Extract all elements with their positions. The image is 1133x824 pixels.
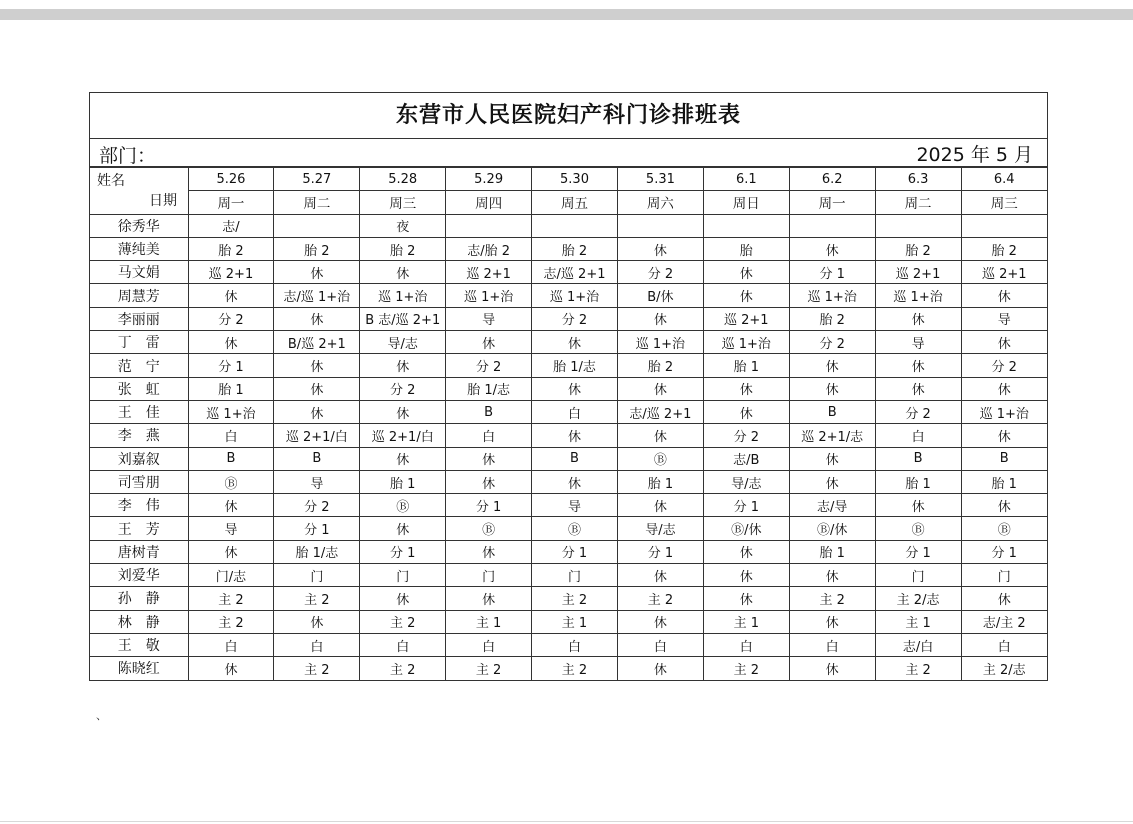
weekday-header-cell: 周五 [532,191,618,214]
shift-cell: 胎 1/志 [446,377,532,400]
shift-cell: B [188,447,274,470]
shift-cell: 主 2 [617,587,703,610]
shift-cell: 休 [703,284,789,307]
shift-cell: 休 [703,587,789,610]
staff-name-cell: 唐树青 [90,540,188,563]
shift-cell: 主 2 [532,657,618,680]
shift-cell: 巡 2+1 [961,261,1047,284]
weekday-header-cell: 周日 [703,191,789,214]
shift-cell: 胎 1 [961,470,1047,493]
shift-cell: 巡 2+1/白 [360,424,446,447]
shift-cell: 主 2/志 [875,587,961,610]
shift-cell: 休 [617,424,703,447]
table-row [90,657,1047,680]
shift-cell: 胎 2 [532,237,618,260]
weekday-header-cell: 周三 [961,191,1047,214]
shift-cell: Ⓑ [360,494,446,517]
table-row [90,214,1047,237]
shift-cell: 白 [360,633,446,656]
shift-cell: 休 [789,564,875,587]
shift-cell: 胎 2 [875,237,961,260]
shift-cell: 分 2 [617,261,703,284]
table-row [90,261,1047,284]
staff-name-cell: 刘嘉叙 [90,447,188,470]
shift-cell: 休 [446,587,532,610]
shift-cell: 休 [875,307,961,330]
shift-cell: 休 [789,354,875,377]
shift-cell: 休 [360,261,446,284]
shift-cell: 主 2 [188,587,274,610]
shift-cell: 休 [703,540,789,563]
shift-cell: 门 [360,564,446,587]
shift-cell: 休 [188,657,274,680]
shift-cell: 休 [617,237,703,260]
shift-cell: Ⓑ [961,517,1047,540]
top-scroll-bar [0,9,1133,20]
table-row [90,377,1047,400]
shift-cell: 主 2 [274,657,360,680]
shift-cell: B 志/巡 2+1 [360,307,446,330]
shift-cell [617,214,703,237]
shift-cell: 休 [274,400,360,423]
shift-cell: 胎 1 [789,540,875,563]
shift-cell: 胎 2 [188,237,274,260]
date-header-cell: 5.26 [188,168,274,191]
staff-name-cell: 张 虹 [90,377,188,400]
shift-cell: 志/导 [789,494,875,517]
shift-cell: 分 1 [532,540,618,563]
shift-cell: 胎 2 [789,307,875,330]
shift-cell: 分 1 [961,540,1047,563]
shift-cell: 休 [360,517,446,540]
shift-cell: 门 [446,564,532,587]
shift-cell: 休 [360,354,446,377]
table-row [90,587,1047,610]
shift-cell: 志/白 [875,633,961,656]
shift-cell: 巡 2+1 [446,261,532,284]
staff-name-cell: 王 佳 [90,400,188,423]
table-row [90,610,1047,633]
shift-cell: 志/B [703,447,789,470]
date-header-cell: 6.1 [703,168,789,191]
shift-cell: 分 1 [703,494,789,517]
shift-cell: 导/志 [703,470,789,493]
date-header-cell: 5.28 [360,168,446,191]
staff-name-cell: 刘爱华 [90,564,188,587]
shift-cell: 志/巡 2+1 [532,261,618,284]
weekday-header-cell: 周一 [188,191,274,214]
shift-cell: 志/主 2 [961,610,1047,633]
shift-cell: 休 [532,331,618,354]
date-header-cell: 5.27 [274,168,360,191]
staff-name-cell: 范 宁 [90,354,188,377]
shift-cell: 胎 2 [617,354,703,377]
shift-cell: 休 [789,657,875,680]
table-row [90,564,1047,587]
shift-cell: 导 [875,331,961,354]
shift-cell: 白 [274,633,360,656]
weekday-header-cell: 周四 [446,191,532,214]
shift-cell: 主 2/志 [961,657,1047,680]
shift-cell: 胎 1 [617,470,703,493]
month-label: 2025 年 5 月 [916,144,1033,166]
shift-cell: Ⓑ [532,517,618,540]
shift-cell: 休 [360,400,446,423]
table-row [90,400,1047,423]
shift-cell: 休 [703,564,789,587]
shift-cell: 休 [617,610,703,633]
shift-cell: 休 [274,307,360,330]
staff-name-cell: 李丽丽 [90,307,188,330]
date-header-cell: 5.31 [617,168,703,191]
shift-cell: 休 [703,261,789,284]
staff-name-cell: 丁 雷 [90,331,188,354]
shift-cell: 主 2 [789,587,875,610]
shift-cell: 导 [188,517,274,540]
shift-cell: 胎 1/志 [274,540,360,563]
shift-cell: 胎 1 [188,377,274,400]
shift-cell: 分 1 [274,517,360,540]
shift-cell: 休 [875,354,961,377]
shift-cell: 白 [446,424,532,447]
shift-cell: 巡 2+1/白 [274,424,360,447]
shift-cell [274,214,360,237]
shift-cell: 休 [961,424,1047,447]
shift-cell: 休 [360,587,446,610]
shift-cell: 休 [188,540,274,563]
shift-cell: 巡 1+治 [617,331,703,354]
staff-name-cell: 陈晓红 [90,657,188,680]
shift-cell: 分 2 [274,494,360,517]
shift-cell: B [274,447,360,470]
table-row [90,331,1047,354]
schedule-table [90,167,1047,680]
shift-cell: 主 2 [703,657,789,680]
shift-cell: 休 [360,447,446,470]
table-row [90,307,1047,330]
shift-cell: 白 [188,633,274,656]
staff-name-cell: 薄纯美 [90,237,188,260]
name-header-label: 姓名 [97,173,125,189]
date-header-cell: 6.3 [875,168,961,191]
shift-cell: Ⓑ/休 [703,517,789,540]
shift-cell: 休 [446,331,532,354]
header-row [90,168,1047,191]
table-row [90,633,1047,656]
shift-cell: 休 [188,284,274,307]
shift-cell [532,214,618,237]
staff-name-cell: 周慧芳 [90,284,188,307]
shift-cell: 分 2 [532,307,618,330]
shift-cell: 休 [532,424,618,447]
staff-name-cell: 孙 静 [90,587,188,610]
shift-cell: 志/巡 1+治 [274,284,360,307]
shift-cell: 导 [446,307,532,330]
shift-cell: 白 [446,633,532,656]
shift-cell: 主 1 [446,610,532,633]
shift-cell: 休 [446,470,532,493]
table-row [90,424,1047,447]
shift-cell: 白 [961,633,1047,656]
shift-cell: 分 2 [360,377,446,400]
shift-cell: 休 [875,494,961,517]
shift-cell: Ⓑ [188,470,274,493]
shift-cell: 分 1 [446,494,532,517]
shift-cell: 胎 [703,237,789,260]
shift-cell: 主 1 [875,610,961,633]
shift-cell: 门 [961,564,1047,587]
shift-cell: 休 [617,657,703,680]
shift-cell: Ⓑ [617,447,703,470]
shift-cell: 分 2 [703,424,789,447]
shift-cell: 主 2 [360,610,446,633]
date-header-cell: 5.30 [532,168,618,191]
shift-cell: B/巡 2+1 [274,331,360,354]
shift-cell: 休 [446,447,532,470]
staff-name-cell: 林 静 [90,610,188,633]
shift-cell: 休 [875,377,961,400]
weekday-row [90,191,1047,214]
table-row [90,237,1047,260]
shift-cell: 夜 [360,214,446,237]
shift-cell [875,214,961,237]
staff-name-cell: 李 伟 [90,494,188,517]
shift-cell: 主 2 [446,657,532,680]
shift-cell: 巡 1+治 [961,400,1047,423]
shift-cell: 导/志 [360,331,446,354]
department-label: 部门： [99,145,157,167]
shift-cell: 白 [875,424,961,447]
shift-cell: 志/ [188,214,274,237]
date-header-cell: 6.2 [789,168,875,191]
shift-cell: 休 [274,261,360,284]
shift-cell: 休 [617,377,703,400]
shift-cell: 导/志 [617,517,703,540]
table-row [90,354,1047,377]
shift-cell: 主 2 [360,657,446,680]
shift-cell: 休 [617,494,703,517]
shift-cell [961,214,1047,237]
shift-cell: 休 [274,354,360,377]
shift-cell: Ⓑ [446,517,532,540]
shift-cell: 分 1 [188,354,274,377]
shift-cell: 休 [961,331,1047,354]
shift-cell: 巡 1+治 [789,284,875,307]
date-header-cell: 5.29 [446,168,532,191]
shift-cell: 门 [274,564,360,587]
staff-name-cell: 徐秀华 [90,214,188,237]
shift-cell: 门 [875,564,961,587]
shift-cell: 志/巡 2+1 [617,400,703,423]
shift-cell: 分 2 [446,354,532,377]
shift-cell: 分 2 [961,354,1047,377]
shift-cell: 休 [188,331,274,354]
shift-cell: 巡 1+治 [532,284,618,307]
shift-cell: 门 [532,564,618,587]
shift-cell: 休 [446,540,532,563]
shift-cell: 休 [789,470,875,493]
table-row [90,284,1047,307]
shift-cell: 巡 1+治 [703,331,789,354]
shift-cell: 白 [532,633,618,656]
shift-cell: 休 [274,377,360,400]
shift-cell: 分 1 [875,540,961,563]
date-header-cell: 6.4 [961,168,1047,191]
shift-cell: 分 2 [789,331,875,354]
shift-cell: 休 [703,377,789,400]
table-row [90,494,1047,517]
corner-mark: 、 [96,709,107,722]
shift-cell: B [789,400,875,423]
shift-cell: 主 1 [532,610,618,633]
shift-cell: 胎 2 [274,237,360,260]
shift-cell: 休 [789,610,875,633]
shift-cell: 分 1 [789,261,875,284]
shift-cell: 巡 2+1 [703,307,789,330]
shift-cell: 白 [532,400,618,423]
bottom-divider [0,821,1133,822]
header-corner-cell [90,168,188,215]
shift-cell: 休 [961,494,1047,517]
weekday-header-cell: 周六 [617,191,703,214]
shift-cell: 导 [532,494,618,517]
shift-cell: B/休 [617,284,703,307]
shift-cell: 巡 2+1 [188,261,274,284]
shift-cell: 巡 1+治 [360,284,446,307]
shift-cell: 休 [617,307,703,330]
shift-cell: B [875,447,961,470]
weekday-header-cell: 周一 [789,191,875,214]
shift-cell: 胎 2 [360,237,446,260]
shift-cell: 休 [274,610,360,633]
shift-cell: 休 [789,447,875,470]
shift-cell: 分 1 [360,540,446,563]
shift-cell: B [961,447,1047,470]
shift-cell: 巡 2+1 [875,261,961,284]
shift-cell: 休 [532,377,618,400]
schedule-sheet [89,92,1048,681]
shift-cell: B [446,400,532,423]
shift-cell [446,214,532,237]
shift-cell: B [532,447,618,470]
weekday-header-cell: 周二 [274,191,360,214]
shift-cell: 巡 1+治 [188,400,274,423]
shift-cell: 白 [703,633,789,656]
shift-cell: 休 [188,494,274,517]
shift-cell: 导 [274,470,360,493]
shift-cell: 胎 2 [961,237,1047,260]
shift-cell [703,214,789,237]
shift-cell: 休 [703,400,789,423]
staff-name-cell: 李 燕 [90,424,188,447]
shift-cell: 胎 1 [360,470,446,493]
shift-cell: 分 2 [188,307,274,330]
shift-cell: 志/胎 2 [446,237,532,260]
table-row [90,517,1047,540]
shift-cell: 白 [789,633,875,656]
shift-cell: 主 2 [274,587,360,610]
date-header-label: 日期 [149,193,177,209]
shift-cell: Ⓑ/休 [789,517,875,540]
shift-cell: 休 [789,237,875,260]
staff-name-cell: 王 敬 [90,633,188,656]
shift-cell: 主 2 [532,587,618,610]
shift-cell: 巡 2+1/志 [789,424,875,447]
shift-cell: 巡 1+治 [875,284,961,307]
shift-cell: 主 2 [188,610,274,633]
table-row [90,540,1047,563]
staff-name-cell: 马文娟 [90,261,188,284]
shift-cell: 休 [961,587,1047,610]
shift-cell: 分 1 [617,540,703,563]
shift-cell: 巡 1+治 [446,284,532,307]
shift-cell: 休 [789,377,875,400]
shift-cell: 休 [532,470,618,493]
weekday-header-cell: 周二 [875,191,961,214]
table-row [90,470,1047,493]
shift-cell: 休 [961,377,1047,400]
shift-cell: 胎 1/志 [532,354,618,377]
shift-cell: 主 2 [875,657,961,680]
weekday-header-cell: 周三 [360,191,446,214]
page-title: 东营市人民医院妇产科门诊排班表 [90,93,1047,139]
shift-cell: 胎 1 [703,354,789,377]
shift-cell: 主 1 [703,610,789,633]
shift-cell: Ⓑ [875,517,961,540]
shift-cell: 门/志 [188,564,274,587]
shift-cell: 休 [961,284,1047,307]
staff-name-cell: 王 芳 [90,517,188,540]
department-row [90,139,1047,167]
shift-cell: 白 [188,424,274,447]
staff-name-cell: 司雪朋 [90,470,188,493]
shift-cell [789,214,875,237]
shift-cell: 导 [961,307,1047,330]
shift-cell: 休 [617,564,703,587]
table-row [90,447,1047,470]
shift-cell: 白 [617,633,703,656]
shift-cell: 分 2 [875,400,961,423]
shift-cell: 胎 1 [875,470,961,493]
